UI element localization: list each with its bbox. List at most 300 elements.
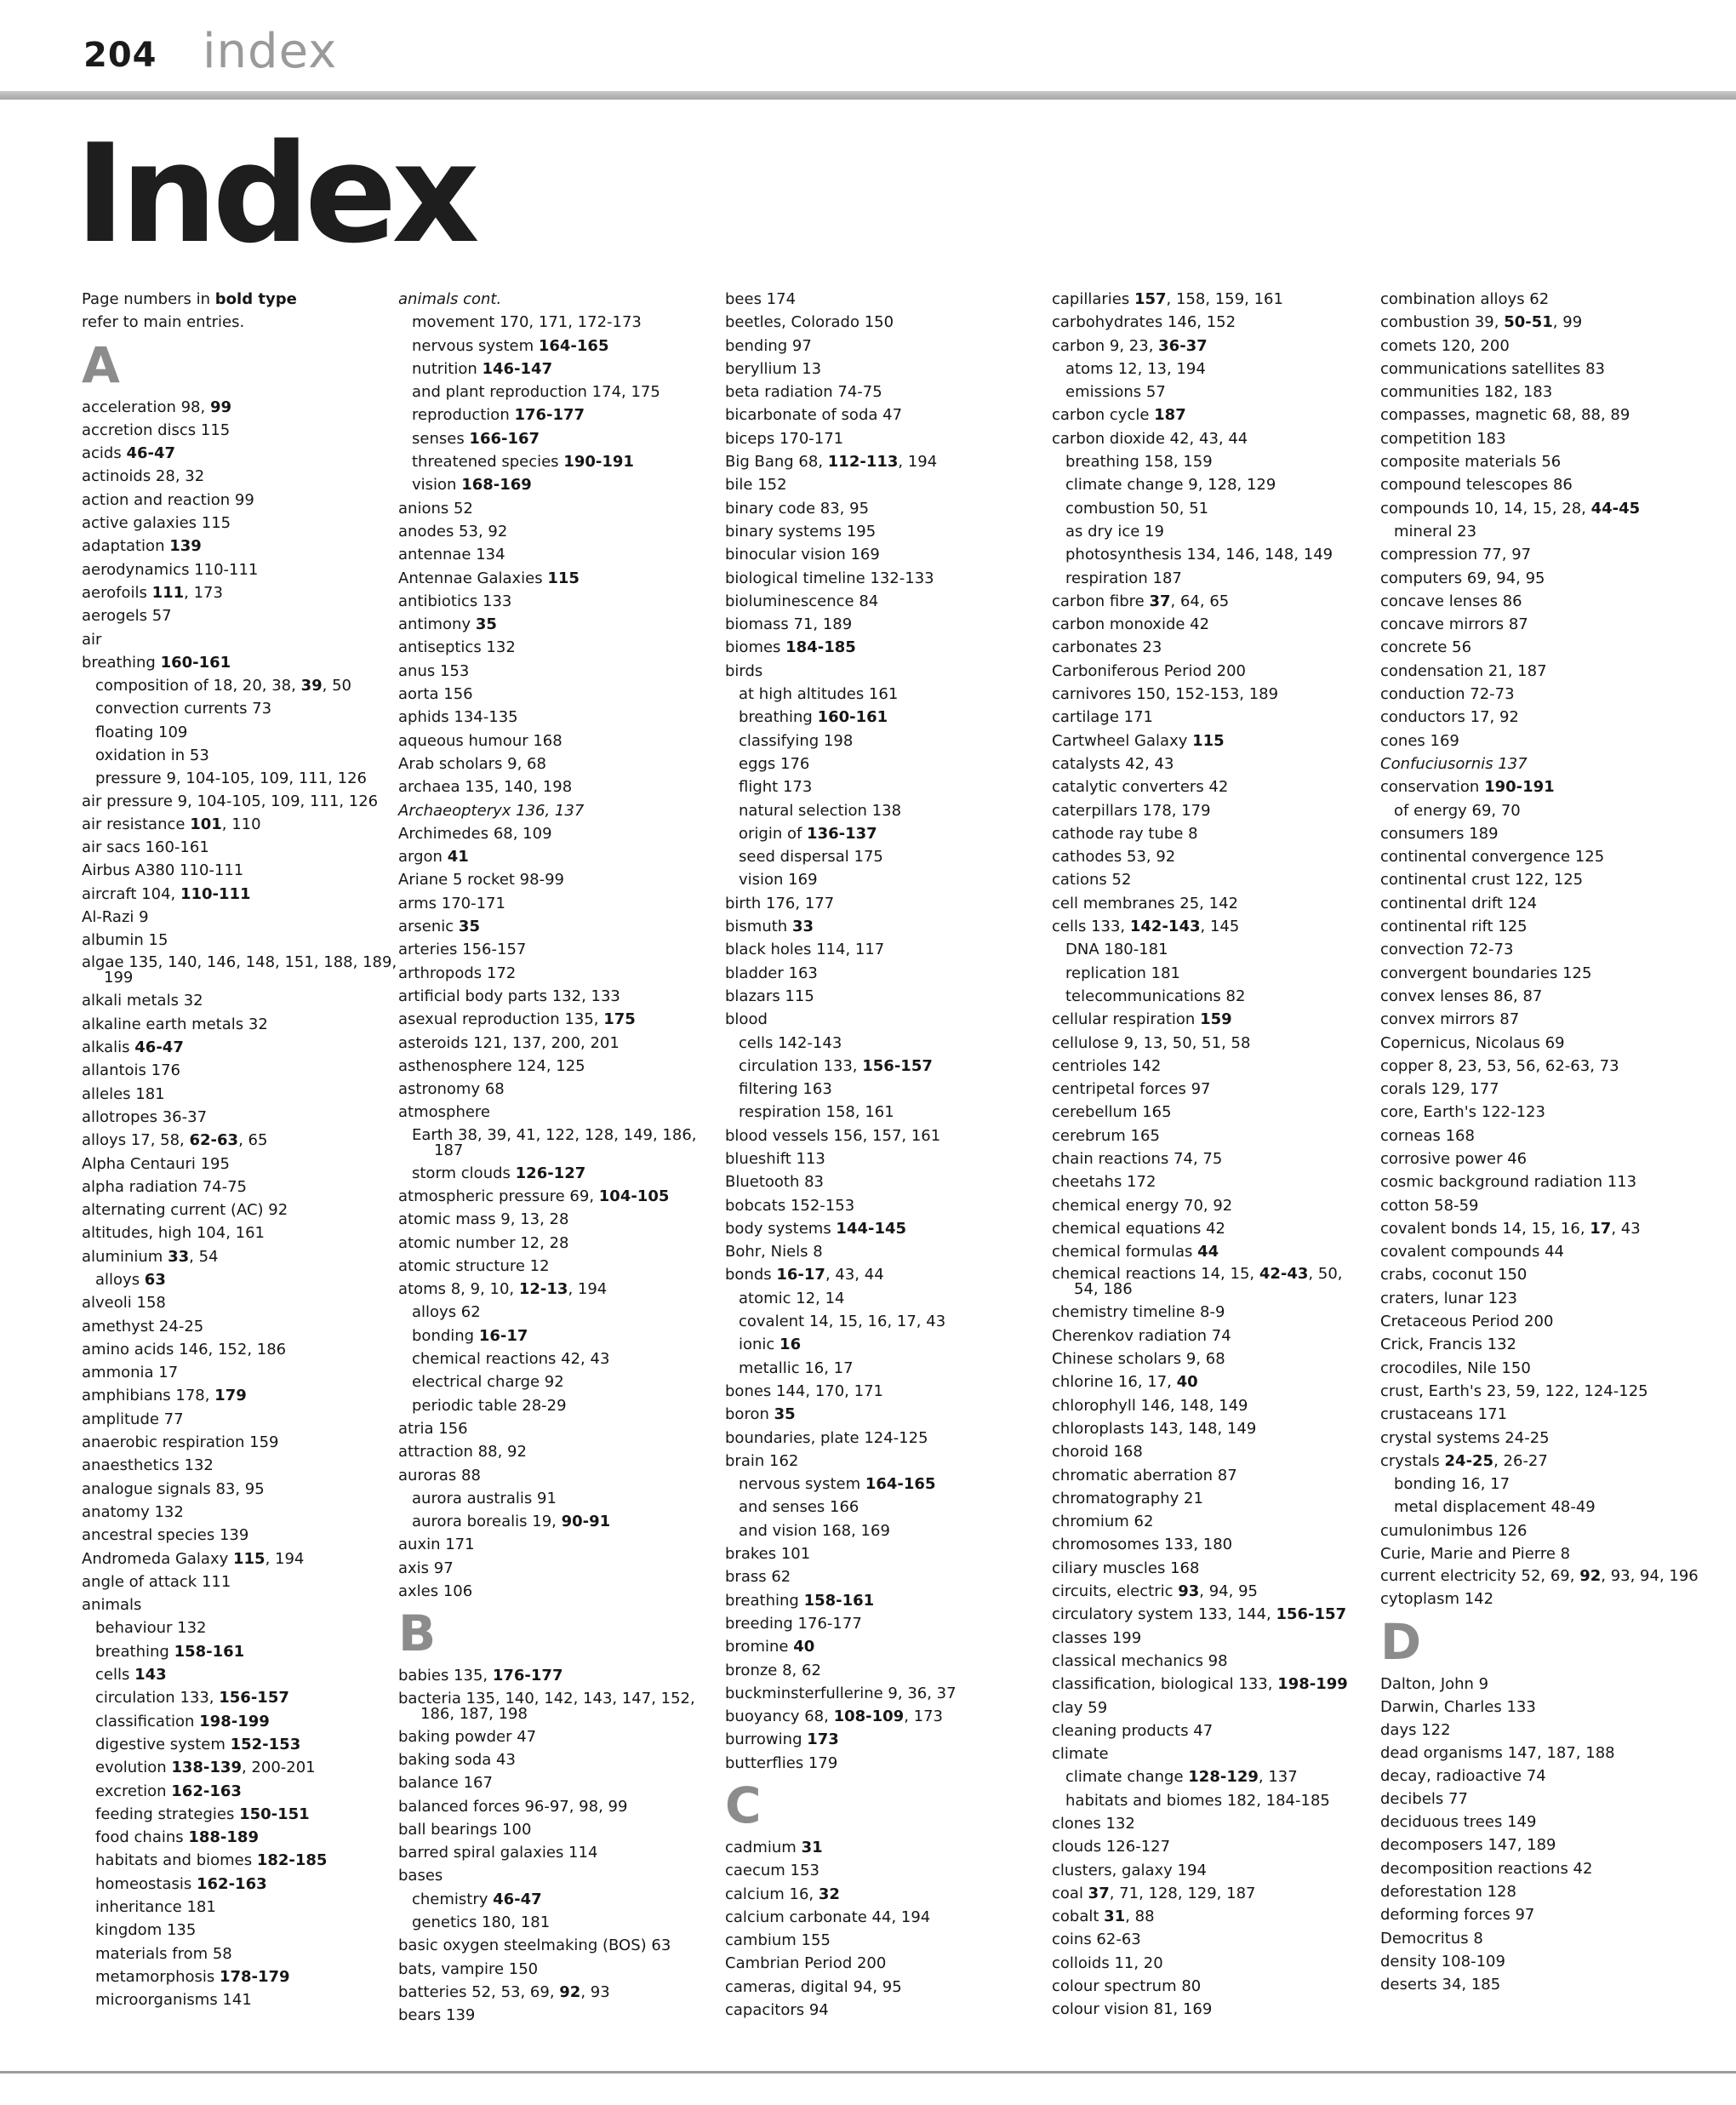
- index-subentry: [1052, 543, 1371, 566]
- index-entry: [82, 1431, 401, 1454]
- entry-text: , 200-201: [241, 1759, 316, 1777]
- index-subentry: [398, 1324, 717, 1347]
- entry-text: chemical reactions 14, 15,: [1052, 1265, 1259, 1284]
- main-page-ref: 190-191: [1484, 778, 1555, 797]
- main-page-ref: 162-163: [197, 1874, 267, 1893]
- entry-text: Big Bang 68,: [725, 453, 828, 472]
- entry-text: bats, vampire 150: [398, 1959, 539, 1978]
- entry-text: genetics 180, 181: [412, 1913, 551, 1931]
- index-entry: [82, 1361, 401, 1384]
- entry-text: respiration 187: [1065, 569, 1182, 587]
- entry-text: crust, Earth's 23, 59, 122, 124-125: [1380, 1381, 1648, 1400]
- index-entry: [398, 1981, 717, 2004]
- entry-text: crabs, coconut 150: [1380, 1266, 1528, 1284]
- index-subentry: [725, 1101, 1044, 1124]
- index-entry: [725, 1427, 1044, 1450]
- entry-text: cells: [95, 1666, 135, 1685]
- entry-text: nutrition: [412, 359, 483, 378]
- index-entry: [1052, 1859, 1371, 1882]
- main-page-ref: 37: [1149, 592, 1171, 610]
- entry-text: Bohr, Niels 8: [725, 1243, 823, 1261]
- index-entry: [725, 1170, 1044, 1193]
- entry-text: basic oxygen steelmaking (BOS) 63: [398, 1936, 671, 1955]
- index-subentry: [725, 1055, 1044, 1078]
- index-entry: [398, 1185, 717, 1208]
- index-entry: [1380, 1055, 1699, 1078]
- entry-text: atmosphere: [398, 1103, 490, 1122]
- index-entry: [82, 651, 401, 674]
- entry-text: amino acids 146, 152, 186: [82, 1340, 287, 1359]
- index-subentry: [725, 1287, 1044, 1310]
- entry-text: 137: [1493, 754, 1528, 773]
- index-entry: [82, 1221, 401, 1244]
- entry-text: cleaning products 47: [1052, 1721, 1213, 1740]
- index-subentry: [725, 683, 1044, 706]
- index-entry: [1380, 1310, 1699, 1333]
- index-entry: [82, 883, 401, 906]
- index-entry: [725, 1147, 1044, 1170]
- entry-text: carnivores 150, 152-153, 189: [1052, 685, 1279, 704]
- index-subentry: [398, 1124, 717, 1162]
- entry-text: ciliary muscles 168: [1052, 1559, 1200, 1577]
- entry-text: atomic number 12, 28: [398, 1233, 569, 1252]
- entry-text: calcium 16,: [725, 1885, 819, 1903]
- entry-text: , 173: [904, 1707, 943, 1726]
- index-entry: [1052, 799, 1371, 822]
- main-page-ref: 184-185: [785, 638, 856, 657]
- index-entry: [82, 442, 401, 465]
- entry-text: periodic table 28-29: [412, 1396, 567, 1415]
- index-entry: [82, 791, 401, 813]
- index-entry: [725, 613, 1044, 636]
- entry-text: , 93: [580, 1982, 610, 2001]
- main-page-ref: 35: [774, 1405, 796, 1424]
- index-entry: [398, 1688, 717, 1725]
- entry-text: anodes 53, 92: [398, 522, 508, 541]
- entry-text: alkaline earth metals 32: [82, 1015, 268, 1033]
- entry-text: atmospheric pressure 69,: [398, 1187, 599, 1205]
- entry-text: breathing: [739, 708, 818, 727]
- index-entry: [1380, 473, 1699, 496]
- entry-text: cells 133,: [1052, 918, 1130, 936]
- index-entry: [82, 489, 401, 512]
- index-entry: [1052, 1370, 1371, 1393]
- entry-text: chlorophyll 146, 148, 149: [1052, 1396, 1248, 1415]
- index-entry: [1380, 1450, 1699, 1473]
- entry-text: core, Earth's 122-123: [1380, 1103, 1545, 1122]
- index-entry: [398, 1771, 717, 1794]
- index-subentry: [725, 822, 1044, 845]
- entry-text: chromium 62: [1052, 1513, 1154, 1531]
- entry-text: kingdom 135: [95, 1921, 197, 1940]
- index-entry: [725, 473, 1044, 496]
- entry-text: , 99: [1552, 313, 1583, 332]
- entry-text: concave mirrors 87: [1380, 615, 1528, 634]
- index-entry: [725, 1999, 1044, 2022]
- index-entry: [1052, 636, 1371, 659]
- entry-text: alpha radiation 74-75: [82, 1177, 248, 1196]
- index-entry: [1052, 729, 1371, 752]
- entry-text: bile 152: [725, 476, 787, 495]
- entry-text: concrete 56: [1380, 638, 1472, 657]
- entry-text: digestive system: [95, 1735, 231, 1753]
- main-page-ref: 110-111: [180, 884, 251, 903]
- index-entry: [725, 1124, 1044, 1147]
- entry-text: air resistance: [82, 815, 191, 833]
- entry-text: atoms 12, 13, 194: [1065, 359, 1206, 378]
- entry-text: bases: [398, 1867, 443, 1885]
- index-subentry: [82, 1640, 401, 1663]
- main-page-ref: 146-147: [482, 359, 553, 378]
- index-entry: [725, 567, 1044, 590]
- main-page-ref: 42-43: [1259, 1265, 1309, 1284]
- entry-text: bladder 163: [725, 964, 818, 982]
- index-entry: [1380, 1380, 1699, 1403]
- entry-text: chemical equations 42: [1052, 1219, 1225, 1238]
- main-page-ref: 12-13: [518, 1280, 568, 1299]
- index-entry: [1380, 706, 1699, 729]
- main-page-ref: 178-179: [219, 1967, 290, 1986]
- index-entry: [398, 1032, 717, 1055]
- index-entry: [1052, 1998, 1371, 2021]
- index-entry: [82, 929, 401, 952]
- index-subentry: [1052, 1765, 1371, 1788]
- entry-text: blueshift 113: [725, 1149, 825, 1168]
- entry-text: allotropes 36-37: [82, 1107, 208, 1126]
- index-subentry: [1052, 962, 1371, 985]
- entry-text: air sacs 160-161: [82, 838, 209, 856]
- index-entry: [1052, 1194, 1371, 1217]
- index-entry: [398, 288, 717, 311]
- intro-text: Page numbers in: [82, 290, 215, 308]
- entry-text: angle of attack 111: [82, 1572, 231, 1591]
- entry-text: Dalton, John 9: [1380, 1674, 1489, 1693]
- index-entry: [398, 1278, 717, 1301]
- index-entry: [1052, 288, 1371, 311]
- index-subentry: [82, 1616, 401, 1639]
- entry-text: balanced forces 96-97, 98, 99: [398, 1797, 628, 1816]
- index-entry: [1380, 660, 1699, 683]
- index-entry: [82, 1501, 401, 1524]
- entry-text: brain 162: [725, 1451, 799, 1470]
- entry-text: birds: [725, 661, 763, 680]
- index-subentry: [82, 1756, 401, 1779]
- entry-text: amphibians 178,: [82, 1387, 215, 1405]
- entry-text: cosmic background radiation 113: [1380, 1173, 1637, 1192]
- main-page-ref: 44: [1197, 1243, 1219, 1261]
- entry-text: arthropods 172: [398, 964, 517, 982]
- index-subentry: [725, 729, 1044, 752]
- entry-text: arms 170-171: [398, 894, 505, 912]
- entry-text: consumers 189: [1380, 824, 1499, 843]
- entry-text: feeding strategies: [95, 1805, 240, 1823]
- entry-text: cellulose 9, 13, 50, 51, 58: [1052, 1033, 1251, 1052]
- index-entry: [82, 859, 401, 882]
- entry-text: butterflies 179: [725, 1753, 838, 1772]
- entry-text: centripetal forces 97: [1052, 1080, 1211, 1099]
- entry-text: at high altitudes 161: [739, 685, 899, 704]
- entry-text: competition 183: [1380, 429, 1506, 448]
- entry-text: communities 182, 183: [1380, 383, 1553, 402]
- entry-text: density 108-109: [1380, 1952, 1505, 1971]
- entry-text: , 93, 94, 196: [1601, 1567, 1699, 1586]
- entry-text: centrioles 142: [1052, 1056, 1162, 1075]
- index-entry: [398, 660, 717, 683]
- index-subentry: [82, 721, 401, 744]
- entry-text: antennae 134: [398, 546, 505, 564]
- entry-text: continental drift 124: [1380, 894, 1538, 912]
- entry-text: bismuth: [725, 918, 792, 936]
- entry-text: copper 8, 23, 53, 56, 62-63, 73: [1380, 1056, 1619, 1075]
- entry-text: nervous system: [412, 336, 539, 355]
- index-entry: [725, 1403, 1044, 1426]
- index-entry: [725, 1883, 1044, 1906]
- entry-text: chemistry: [412, 1890, 494, 1908]
- index-subentry: [725, 706, 1044, 729]
- index-entry: [1380, 1357, 1699, 1380]
- main-page-ref: 33: [791, 918, 814, 936]
- entry-text: composite materials 56: [1380, 453, 1562, 472]
- index-subentry: [82, 1896, 401, 1919]
- entry-text: cameras, digital 94, 95: [725, 1977, 902, 1996]
- entry-text: antiseptics 132: [398, 638, 516, 657]
- entry-text: evolution: [95, 1759, 172, 1777]
- index-entry: [82, 558, 401, 581]
- index-subentry: [1052, 985, 1371, 1008]
- main-page-ref: 156-157: [219, 1689, 289, 1707]
- main-page-ref: 16: [779, 1336, 802, 1354]
- main-page-ref: 158-161: [803, 1591, 875, 1610]
- index-subentry: [398, 1911, 717, 1934]
- entry-text: brass 62: [725, 1568, 791, 1587]
- index-entry: [82, 1129, 401, 1152]
- main-page-ref: 108-109: [833, 1707, 905, 1726]
- entry-text: filtering 163: [739, 1080, 832, 1099]
- index-entry: [82, 813, 401, 836]
- index-entry: [1380, 613, 1699, 636]
- entry-text: climate change: [1065, 1768, 1189, 1787]
- entry-text: buckminsterfullerine 9, 36, 37: [725, 1684, 957, 1702]
- entry-text: body systems: [725, 1219, 837, 1238]
- entry-text: crystal systems 24-25: [1380, 1428, 1550, 1447]
- index-entry: [398, 1533, 717, 1556]
- entry-text: Cretaceous Period 200: [1380, 1313, 1554, 1331]
- entry-text: climate: [1052, 1745, 1109, 1764]
- main-page-ref: 112-113: [827, 453, 899, 472]
- index-entry: [82, 1547, 401, 1570]
- entry-text: cotton 58-59: [1380, 1196, 1479, 1215]
- index-entry: [1052, 1124, 1371, 1147]
- index-subentry: [82, 1919, 401, 1942]
- entry-text: seed dispersal 175: [739, 848, 883, 867]
- main-page-ref: 46-47: [134, 1038, 184, 1057]
- index-entry: [1380, 335, 1699, 358]
- index-subentry: [1052, 520, 1371, 543]
- main-page-ref: 187: [1154, 406, 1186, 425]
- entry-text: , 145: [1200, 918, 1240, 936]
- index-intro-line: refer to main entries.: [82, 313, 245, 332]
- entry-text: threatened species: [412, 453, 564, 472]
- index-subentry: [725, 1310, 1044, 1333]
- entry-text: clay 59: [1052, 1698, 1108, 1717]
- entry-text: breathing: [82, 653, 161, 672]
- main-page-ref: 50-51: [1504, 313, 1553, 332]
- index-subentry: [82, 1803, 401, 1826]
- entry-text: composition of 18, 20, 38,: [95, 677, 301, 695]
- index-entry: [398, 845, 717, 868]
- index-subentry: [398, 1162, 717, 1185]
- entry-text: cellular respiration: [1052, 1010, 1201, 1029]
- entry-text: , 54: [189, 1247, 219, 1266]
- index-entry: [398, 1008, 717, 1031]
- index-entry: [1380, 1903, 1699, 1926]
- index-entry: [1052, 1417, 1371, 1440]
- entry-text: covalent bonds 14, 15, 16,: [1380, 1219, 1590, 1238]
- main-page-ref: 111: [151, 583, 185, 602]
- entry-text: circulatory system 133, 144,: [1052, 1605, 1276, 1624]
- index-entry: [1380, 450, 1699, 473]
- index-entry: [725, 962, 1044, 985]
- entry-text: emissions 57: [1065, 383, 1166, 402]
- main-page-ref: 17: [1590, 1219, 1612, 1238]
- entry-text: acids: [82, 444, 127, 463]
- entry-text: anions 52: [398, 499, 473, 518]
- entry-text: continental crust 122, 125: [1380, 871, 1584, 889]
- entry-text: brakes 101: [725, 1545, 811, 1564]
- index-subentry: [398, 335, 717, 358]
- entry-text: capacitors 94: [725, 2001, 829, 2020]
- entry-text: Darwin, Charles 133: [1380, 1697, 1536, 1716]
- index-subentry: [1052, 450, 1371, 473]
- index-entry: [725, 1565, 1044, 1588]
- entry-text: biomes: [725, 638, 786, 657]
- entry-text: conservation: [1380, 778, 1485, 797]
- entry-text: catalytic converters 42: [1052, 778, 1229, 797]
- main-page-ref: 62-63: [189, 1131, 239, 1150]
- index-entry: [725, 985, 1044, 1008]
- index-entry: [1380, 1719, 1699, 1742]
- index-entry: [82, 1384, 401, 1407]
- entry-text: 136, 137: [511, 801, 585, 820]
- index-entry: [725, 1542, 1044, 1565]
- index-entry: [398, 729, 717, 752]
- index-entry: [1052, 1719, 1371, 1742]
- index-entry: [725, 1217, 1044, 1240]
- main-page-ref: 173: [807, 1730, 839, 1749]
- index-entry: [1052, 1696, 1371, 1719]
- index-subentry: [1052, 938, 1371, 961]
- index-entry: [82, 1106, 401, 1129]
- main-page-ref: 36-37: [1158, 336, 1208, 355]
- index-entry: [82, 1570, 401, 1593]
- entry-text: biceps 170-171: [725, 429, 844, 448]
- entry-text: bioluminescence 84: [725, 592, 879, 610]
- index-subentry: [398, 1487, 717, 1510]
- entry-text: Cambrian Period 200: [725, 1954, 887, 1973]
- index-entry: [1052, 683, 1371, 706]
- index-subentry: [82, 1780, 401, 1803]
- entry-text: bronze 8, 62: [725, 1661, 821, 1679]
- index-entry: [82, 396, 401, 419]
- index-entry: [1380, 845, 1699, 868]
- entry-text: origin of: [739, 824, 808, 843]
- entry-text: colour spectrum 80: [1052, 1977, 1202, 1996]
- entry-text: Airbus A380 110-111: [82, 861, 244, 880]
- index-entry: [1052, 775, 1371, 798]
- index-subentry: [1052, 473, 1371, 496]
- entry-text: cambium 155: [725, 1931, 831, 1950]
- entry-text: condensation 21, 187: [1380, 661, 1547, 680]
- index-subentry: [398, 1301, 717, 1324]
- entry-text: deserts 34, 185: [1380, 1976, 1501, 1994]
- index-entry: [1052, 1510, 1371, 1533]
- intro-bold-text: bold type: [214, 290, 297, 308]
- index-entry: [1380, 1194, 1699, 1217]
- entry-text: batteries 52, 53, 69,: [398, 1982, 560, 2001]
- entry-text: days 122: [1380, 1721, 1451, 1740]
- index-entry: [398, 1580, 717, 1603]
- entry-text: decomposers 147, 189: [1380, 1836, 1556, 1855]
- index-entry: [725, 1728, 1044, 1751]
- main-page-ref: 92: [559, 1982, 581, 2001]
- index-entry: [725, 380, 1044, 403]
- entry-text: arteries 156-157: [398, 941, 527, 959]
- italic-term: Archaeopteryx: [398, 801, 511, 820]
- index-entry: [82, 1036, 401, 1059]
- entry-text: covalent compounds 44: [1380, 1243, 1564, 1261]
- entry-text: behaviour 132: [95, 1619, 207, 1638]
- index-entry: [1380, 497, 1699, 520]
- entry-text: buoyancy 68,: [725, 1707, 834, 1726]
- index-entry: [1052, 1324, 1371, 1347]
- main-page-ref: 35: [475, 615, 497, 634]
- entry-text: anaerobic respiration 159: [82, 1433, 279, 1452]
- index-entry: [1380, 427, 1699, 450]
- running-head: index: [203, 24, 338, 79]
- entry-text: electrical charge 92: [412, 1373, 564, 1392]
- entry-text: and vision 168, 169: [739, 1521, 890, 1540]
- index-entry: [1380, 543, 1699, 566]
- index-entry: [1380, 1673, 1699, 1696]
- index-entry: [1380, 962, 1699, 985]
- entry-text: baking powder 47: [398, 1727, 537, 1746]
- index-entry: [1380, 1427, 1699, 1450]
- entry-text: Cartwheel Galaxy: [1052, 731, 1193, 750]
- index-entry: [1380, 1170, 1699, 1193]
- entry-text: ionic: [739, 1336, 780, 1354]
- index-entry: [1052, 1580, 1371, 1603]
- entry-text: metal displacement 48-49: [1394, 1498, 1596, 1517]
- index-entry: [1052, 845, 1371, 868]
- entry-text: circuits, electric: [1052, 1582, 1179, 1601]
- entry-text: binary systems 195: [725, 522, 877, 541]
- entry-text: asthenosphere 124, 125: [398, 1056, 585, 1075]
- entry-text: algae 135, 140, 146, 148, 151, 188, 189, 199: [82, 953, 397, 987]
- main-page-ref: 190-191: [563, 453, 634, 472]
- entry-text: asexual reproduction 135,: [398, 1010, 604, 1029]
- index-column-1: [82, 288, 401, 2011]
- entry-text: microorganisms 141: [95, 1991, 252, 2010]
- index-subentry: [725, 845, 1044, 868]
- index-entry: [398, 822, 717, 845]
- index-entry: [1380, 1880, 1699, 1903]
- index-entry: [82, 1315, 401, 1338]
- entry-text: comets 120, 200: [1380, 336, 1510, 355]
- index-entry: [725, 1705, 1044, 1728]
- index-entry: [398, 636, 717, 659]
- index-entry: [1380, 1078, 1699, 1101]
- index-entry: [398, 1078, 717, 1101]
